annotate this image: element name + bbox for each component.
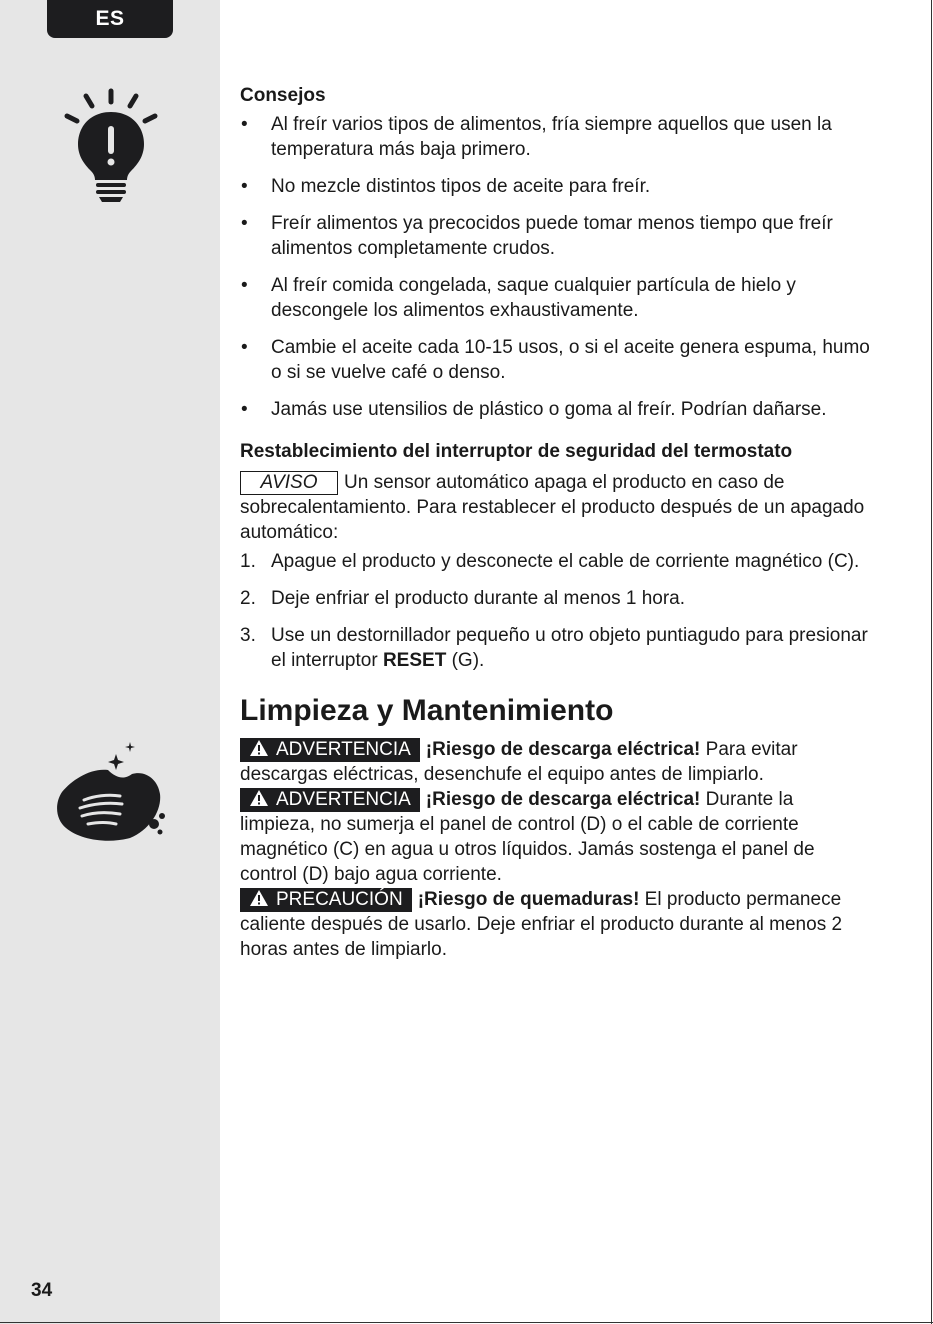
list-item: • Freír alimentos ya precocidos puede tomar menos tiempo que freír alimentos completamente crudos. (241, 213, 833, 259)
reset-steps (240, 549, 870, 673)
warning-block: ADVERTENCIA ¡Riesgo de descarga eléctrica! Para evitar descargas eléctricas, desenchufe el equipo antes de limpiarlo. (240, 739, 798, 785)
page-border-right (931, 0, 932, 1324)
caution-label: PRECAUCIÓN (240, 888, 412, 912)
warning-triangle-icon (249, 739, 269, 757)
main-content (240, 84, 870, 962)
reset-notice (240, 470, 870, 545)
warning-triangle-icon (249, 889, 269, 907)
list-item: • No mezcle distintos tipos de aceite para freír. (241, 176, 651, 197)
notice-label: AVISO (240, 471, 338, 495)
list-item: 2. Deje enfriar el producto durante al menos 1 hora. (240, 588, 686, 609)
warning-triangle-icon (249, 789, 269, 807)
lightbulb-exclamation-icon (62, 86, 160, 204)
list-item: • Cambie el aceite cada 10-15 usos, o si el aceite genera espuma, humo o si se vuelve café o denso. (241, 337, 870, 383)
list-item: • Jamás use utensilios de plástico o goma al freír. Podrían dañarse. (241, 399, 827, 420)
page-border-bottom (0, 1322, 933, 1323)
list-item: 1. Apague el producto y desconecte el cable de corriente magnético (C). (240, 551, 860, 572)
notice-text: Un sensor automático apaga el producto en caso de sobrecalentamiento. Para restablecer el producto después de un apagado automático: (240, 472, 865, 543)
cleaning-hand-icon (50, 740, 170, 846)
list-item: 3. Use un destornillador pequeño u otro objeto puntiagudo para presionar el interruptor RESET (G). (240, 625, 868, 671)
reset-heading: Restablecimiento del interruptor de seguridad del termostato (240, 441, 793, 462)
list-item: • Al freír varios tipos de alimentos, fría siempre aquellos que usen la temperatura más baja primero. (241, 114, 832, 160)
warning-label: ADVERTENCIA (240, 738, 420, 762)
tips-list (240, 112, 870, 422)
page-number: 34 (31, 1280, 53, 1301)
language-tab: ES (47, 0, 173, 38)
caution-block: PRECAUCIÓN ¡Riesgo de quemaduras! El producto permanece caliente después de usarlo. Deje enfriar el producto durante al menos 2 horas antes de limpiarlo. (240, 889, 843, 960)
warning-label: ADVERTENCIA (240, 788, 420, 812)
warning-block: ADVERTENCIA ¡Riesgo de descarga eléctrica! Durante la limpieza, no sumerja el panel de control (D) o el cable de corriente magnético (C) en agua u otros líquidos. Jamás sostenga el panel de control (D) bajo agua corriente. (240, 789, 815, 885)
cleaning-heading: Limpieza y Mantenimiento (240, 694, 614, 727)
list-item: • Al freír comida congelada, saque cualquier partícula de hielo y descongele los alimentos exhaustivamente. (241, 275, 796, 321)
tips-heading: Consejos (240, 85, 326, 106)
